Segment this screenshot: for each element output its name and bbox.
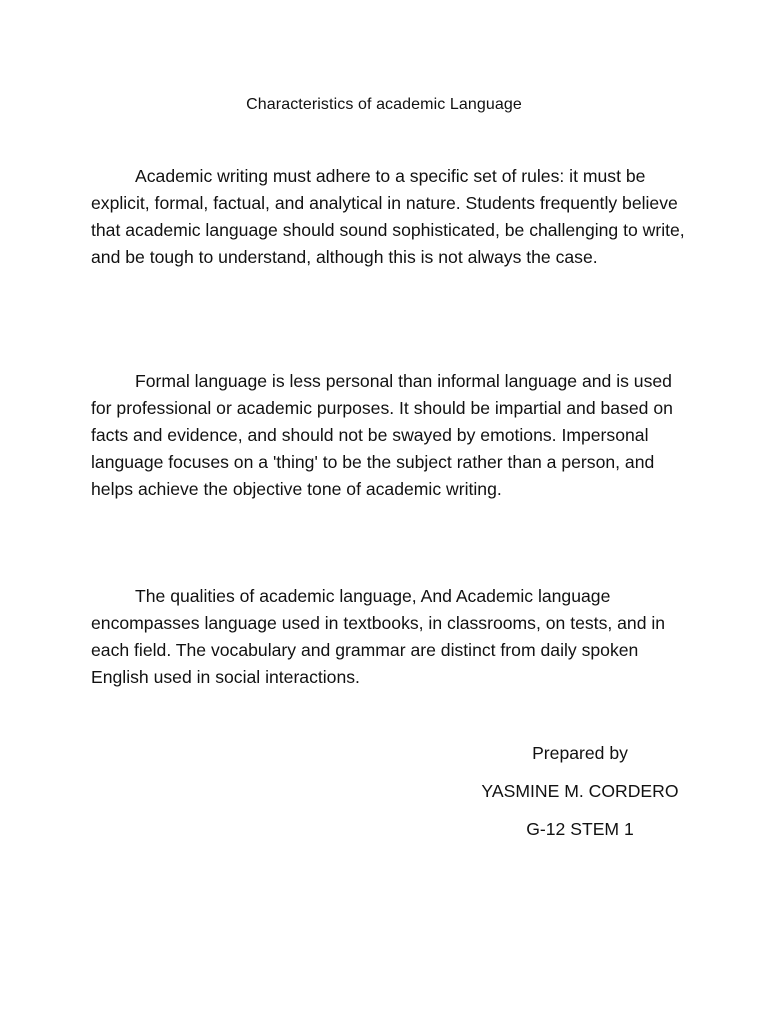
- document-title: Characteristics of academic Language: [246, 96, 522, 113]
- paragraph-3: The qualities of academic language, And Academic language encompasses language used in textbooks, in classrooms, on tests, and in each field. The vocabulary and grammar are distinct from daily spoken English used in social interactions.: [91, 586, 666, 687]
- paragraph-2: Formal language is less personal than informal language and is used for professional or academic purposes. It should be impartial and based on facts and evidence, and should not be swayed by emotions. Impersonal language focuses on a 'thing' to be the subject rather than a person, and helps achieve the objective tone of academic writing.: [91, 371, 673, 499]
- author-section: G-12 STEM 1: [526, 819, 634, 839]
- author-name: YASMINE M. CORDERO: [481, 781, 679, 801]
- prepared-by-label: Prepared by: [532, 743, 628, 763]
- paragraph-1: Academic writing must adhere to a specific set of rules: it must be explicit, formal, factual, and analytical in nature. Students frequently believe that academic language should sound sophisticated, be challenging to write, and be tough to understand, although this is not always the case.: [91, 166, 685, 267]
